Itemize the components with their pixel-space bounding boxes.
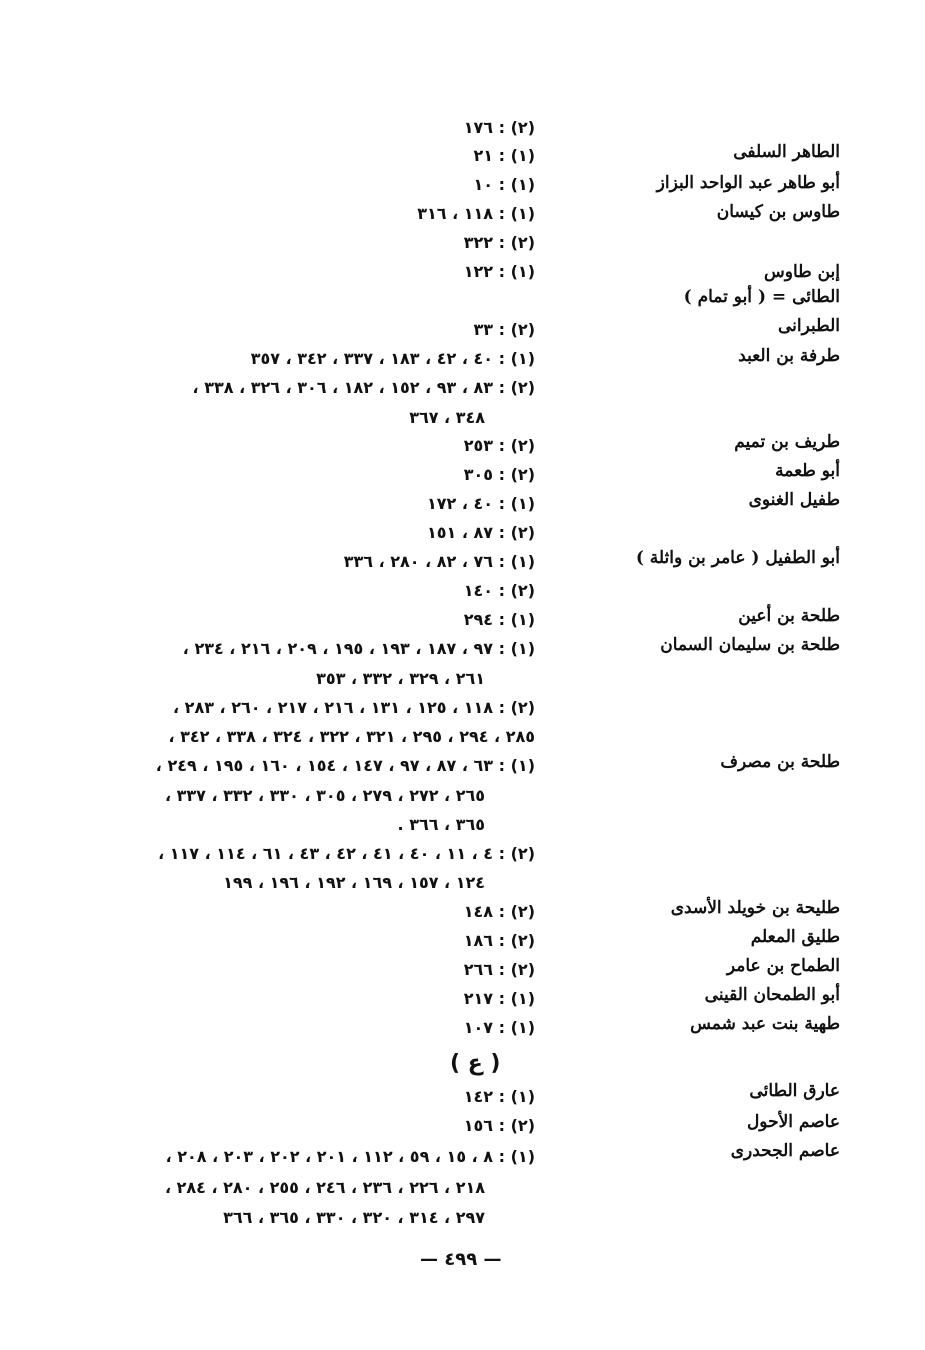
entry-name: طليق المعلم <box>750 927 840 947</box>
entry-name: الطائى = ( أبو تمام ) <box>683 287 840 307</box>
ref-text: (٢) : ١٥٦ <box>463 1116 535 1135</box>
entry-name: أبو طعمة <box>775 461 840 481</box>
ref-text: (٢) : ٢٦٦ <box>463 960 535 979</box>
entry-name: عاصم الأحول <box>746 1112 840 1132</box>
ref-text: (٢) : ٨٧ ، ١٥١ <box>427 523 535 542</box>
ref-text: (٢) : ١٧٦ <box>463 118 535 137</box>
ref-text: (١) : ٢١٧ <box>463 989 535 1008</box>
ref-text: (١) : ١٤٢ <box>463 1087 535 1106</box>
entry-name: عارق الطائى <box>749 1081 840 1101</box>
entry-name: طرفة بن العبد <box>738 346 840 366</box>
entry-name: أبو الطفيل ( عامر بن واثلة ) <box>635 548 840 568</box>
ref-text: (١) : ١٢٢ <box>463 262 535 281</box>
entry-name: طفيل الغنوى <box>748 490 840 510</box>
page-number: — ٤٩٩ — <box>420 1249 502 1270</box>
entry-name: طليحة بن خويلد الأسدى <box>670 898 840 918</box>
ref-text: ٢١٨ ، ٢٢٦ ، ٢٣٦ ، ٢٤٦ ، ٢٥٥ ، ٢٨٠ ، ٢٨٤ ، <box>164 1178 485 1197</box>
ref-text: ٣٤٨ ، ٣٦٧ <box>409 408 485 427</box>
ref-text: (٢) : ٤ ، ١١ ، ٤٠ ، ٤١ ، ٤٢ ، ٤٣ ، ٦١ ، ١١٤ ، ١١٧ ، <box>158 844 535 863</box>
entry-name: الطاهر السلفى <box>733 142 840 162</box>
ref-text: (١) : ٧٦ ، ٨٢ ، ٢٨٠ ، ٣٣٦ <box>343 552 535 571</box>
ref-text: (١) : ١٠٧ <box>463 1018 535 1037</box>
ref-text: ١٢٤ ، ١٥٧ ، ١٦٩ ، ١٩٢ ، ١٩٦ ، ١٩٩ <box>223 873 485 892</box>
entry-name: طهية بنت عبد شمس <box>690 1014 840 1034</box>
ref-text: (١) : ٨ ، ١٥ ، ٥٩ ، ١١٢ ، ٢٠١ ، ٢٠٢ ، ٢٠٣ ، ٢٠٨ ، <box>165 1147 535 1166</box>
entry-name: طلحة بن أعين <box>738 606 840 626</box>
entry-name: الطبرانى <box>778 316 840 336</box>
entry-name: طلحة بن مصرف <box>720 752 840 772</box>
ref-text: (٢) : ٣٣ <box>473 320 535 339</box>
ref-text: ٢٨٥ ، ٢٩٤ ، ٢٩٥ ، ٣٢١ ، ٣٢٢ ، ٣٢٤ ، ٣٣٨ ، ٣٤٢ ، <box>168 727 535 746</box>
ref-text: (١) : ١١٨ ، ٣١٦ <box>417 204 535 223</box>
ref-text: (١) : ٦٣ ، ٨٧ ، ٩٧ ، ١٤٧ ، ١٥٤ ، ١٦٠ ، ١٩٥ ، ٢٤٩ ، <box>155 756 535 775</box>
ref-text: (١) : ٩٧ ، ١٨٧ ، ١٩٣ ، ١٩٥ ، ٢٠٩ ، ٢١٦ ، ٢٣٤ ، <box>182 639 535 658</box>
ref-text: ٢٦١ ، ٣٢٩ ، ٣٣٢ ، ٣٥٣ <box>316 669 485 688</box>
ref-text: ٢٦٥ ، ٢٧٢ ، ٢٧٩ ، ٣٠٥ ، ٣٣٠ ، ٣٣٢ ، ٣٣٧ ، <box>164 786 485 805</box>
ref-text: (١) : ٤٠ ، ١٧٢ <box>427 494 535 513</box>
entry-name: أبو الطمحان القينى <box>704 985 840 1005</box>
ref-text: (٢) : ١٨٦ <box>463 931 535 950</box>
ref-text: (٢) : ١٤٨ <box>463 902 535 921</box>
ref-text: (٢) : ٣٠٥ <box>463 465 535 484</box>
entry-name: الطماح بن عامر <box>726 956 840 976</box>
entry-name: أبو طاهر عبد الواحد البزاز <box>656 173 840 193</box>
entry-name: طريف بن تميم <box>734 432 840 452</box>
ref-text: (١) : ١٠ <box>473 175 535 194</box>
entry-name: عاصم الجحدرى <box>730 1141 840 1161</box>
ref-text: (٢) : ٣٢٢ <box>463 233 535 252</box>
ref-text: (٢) : ١٤٠ <box>463 581 535 600</box>
ref-text: (١) : ٢١ <box>473 146 535 165</box>
entry-name: طاوس بن كيسان <box>716 202 840 222</box>
section-heading: ( ع ) <box>450 1051 501 1076</box>
ref-text: (١) : ٢٩٤ <box>463 610 535 629</box>
ref-text: ٢٩٧ ، ٣١٤ ، ٣٢٠ ، ٣٣٠ ، ٣٦٥ ، ٣٦٦ <box>223 1208 485 1227</box>
ref-text: (٢) : ٢٥٣ <box>463 436 535 455</box>
ref-text: (١) : ٤٠ ، ٤٢ ، ١٨٣ ، ٣٣٧ ، ٣٤٢ ، ٣٥٧ <box>250 349 535 368</box>
ref-text: (٢) : ١١٨ ، ١٢٥ ، ١٣١ ، ٢١٦ ، ٢١٧ ، ٢٦٠ ، ٢٨٣ ، <box>173 698 535 717</box>
ref-text: ٣٦٥ ، ٣٦٦ . <box>397 815 485 834</box>
entry-name: إبن طاوس <box>764 262 840 282</box>
ref-text: (٢) : ٨٣ ، ٩٣ ، ١٥٢ ، ١٨٢ ، ٣٠٦ ، ٣٢٦ ، ٣٣٨ ، <box>192 378 535 397</box>
entry-name: طلحة بن سليمان السمان <box>660 635 840 655</box>
